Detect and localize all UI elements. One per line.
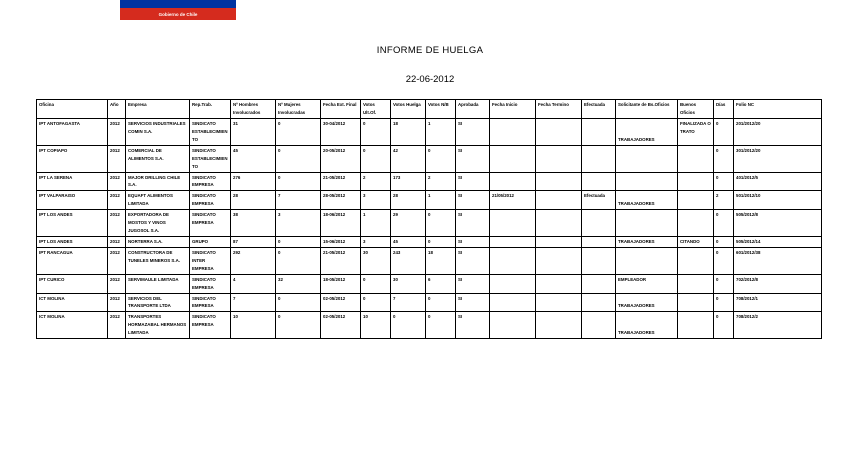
table-cell: 0	[426, 210, 456, 237]
table-cell: 2012	[108, 119, 126, 146]
table-header-row	[37, 100, 822, 119]
table-cell: 0	[276, 145, 321, 172]
table-cell: 0	[714, 247, 734, 274]
column-header: Año	[108, 100, 126, 119]
table-cell	[616, 247, 678, 274]
table-cell	[678, 191, 714, 210]
table-cell: 30	[361, 247, 391, 274]
table-cell: 31	[231, 119, 276, 146]
table-cell	[678, 274, 714, 293]
table-cell: 21-05/2012	[321, 172, 361, 191]
table-cell: 2	[361, 172, 391, 191]
table-cell: 0	[276, 247, 321, 274]
table-cell: 0	[714, 312, 734, 339]
table-cell: 45	[231, 145, 276, 172]
table-cell	[536, 274, 582, 293]
table-cell: 2012	[108, 236, 126, 247]
column-header: Fecha Termino	[536, 100, 582, 119]
table-cell	[490, 312, 536, 339]
column-header: Empresa	[126, 100, 190, 119]
table-row	[37, 119, 822, 146]
table-cell: SI	[456, 312, 490, 339]
table-row	[37, 312, 822, 339]
column-header: Aprobada	[456, 100, 490, 119]
table-cell: 0	[426, 236, 456, 247]
table-cell: 401/2012/5	[734, 172, 822, 191]
logo-blue-band	[120, 0, 236, 8]
table-cell: NORTERRA S.A.	[126, 236, 190, 247]
table-cell: 301/2012/20	[734, 145, 822, 172]
table-cell	[490, 236, 536, 247]
column-header: Oficina	[37, 100, 108, 119]
table-cell: 15-06/2012	[321, 236, 361, 247]
logo-red-band	[120, 8, 236, 20]
table-cell: IPT COPIAPO	[37, 145, 108, 172]
table-cell: SINDICATO EMPRESA	[190, 312, 231, 339]
table-cell	[536, 172, 582, 191]
table-cell: IPT LOS ANDES	[37, 236, 108, 247]
table-cell: TRABAJADORES	[616, 293, 678, 312]
table-cell: 30-04/2012	[321, 119, 361, 146]
table-cell: 3	[361, 236, 391, 247]
table-cell: 28	[231, 191, 276, 210]
table-cell	[490, 145, 536, 172]
table-cell: IPT ANTOFAGASTA	[37, 119, 108, 146]
table-cell: 87	[231, 236, 276, 247]
table-cell: SI	[456, 247, 490, 274]
table-cell: IPT RANCAGUA	[37, 247, 108, 274]
table-cell	[536, 312, 582, 339]
table-cell: 501/2012/10	[734, 191, 822, 210]
table-cell: 0	[426, 312, 456, 339]
table-cell	[536, 247, 582, 274]
table-cell: 2012	[108, 293, 126, 312]
table-cell: 21-05/2012	[321, 247, 361, 274]
table-cell: SI	[456, 145, 490, 172]
column-header: Folio NC	[734, 100, 822, 119]
column-header: Días	[714, 100, 734, 119]
table-cell: CITANDO	[678, 236, 714, 247]
table-cell	[582, 247, 616, 274]
table-cell	[490, 210, 536, 237]
table-cell: SI	[456, 293, 490, 312]
report-date: 22-06-2012	[405, 74, 455, 85]
table-cell: SI	[456, 236, 490, 247]
table-cell: IPT LA SERENA	[37, 172, 108, 191]
table-cell: 30	[391, 274, 426, 293]
table-cell: SINDICATO EMPRESA	[190, 172, 231, 191]
table-cell: 0	[361, 274, 391, 293]
table-cell: 0	[276, 119, 321, 146]
logo-text: Gobierno de Chile	[158, 11, 198, 17]
table-cell: ICT MOLINA	[37, 293, 108, 312]
table-cell: TRABAJADORES	[616, 312, 678, 339]
table-cell: GRUPO	[190, 236, 231, 247]
table-cell: 0	[714, 210, 734, 237]
table-cell: 18	[426, 247, 456, 274]
table-cell: TRABAJADORES	[616, 236, 678, 247]
table-cell: 0	[361, 293, 391, 312]
table-cell	[536, 191, 582, 210]
table-cell	[582, 274, 616, 293]
table-cell	[678, 312, 714, 339]
table-cell	[582, 210, 616, 237]
table-row	[37, 145, 822, 172]
table-cell: 2	[426, 172, 456, 191]
table-cell: Efectuada	[582, 191, 616, 210]
table-cell: 0	[361, 119, 391, 146]
table-cell: 28	[391, 191, 426, 210]
column-header: Votos Ult.Of.	[361, 100, 391, 119]
table-cell: 2012	[108, 274, 126, 293]
table-cell: IPT VALPARAISO	[37, 191, 108, 210]
table-cell: 0	[276, 312, 321, 339]
table-cell: 0	[361, 145, 391, 172]
table-row	[37, 293, 822, 312]
table-row	[37, 236, 822, 247]
table-cell: 2012	[108, 210, 126, 237]
table-cell: 0	[276, 172, 321, 191]
table-cell: 28-05/2012	[321, 191, 361, 210]
table-cell	[616, 145, 678, 172]
column-header: Votos N/B	[426, 100, 456, 119]
government-logo	[120, 0, 236, 20]
table-cell: 18	[391, 119, 426, 146]
column-header: Solicitante de Bs.Oficios	[616, 100, 678, 119]
table-cell: 708/2012/1	[734, 293, 822, 312]
table-cell: CONSTRUCTORA DE TUNELES MINEROS S.A.	[126, 247, 190, 274]
table-cell: 02-05/2012	[321, 312, 361, 339]
table-cell	[582, 312, 616, 339]
table-cell: 3	[361, 191, 391, 210]
table-cell: 243	[391, 247, 426, 274]
table-cell: 292	[231, 247, 276, 274]
table-cell: TRABAJADORES	[616, 191, 678, 210]
column-header: Votos Huelga	[391, 100, 426, 119]
table-cell: SINDICATO ESTABLECIMIENTO	[190, 119, 231, 146]
table-cell	[490, 119, 536, 146]
table-cell: FINALIZADA O TRATO	[678, 119, 714, 146]
table-cell: SINDICATO INTER EMPRESA	[190, 247, 231, 274]
table-cell: 2012	[108, 247, 126, 274]
table-cell: 18-06/2012	[321, 210, 361, 237]
table-cell: 2012	[108, 145, 126, 172]
table-cell: SINDICATO EMPRESA	[190, 274, 231, 293]
table-cell: 276	[231, 172, 276, 191]
table-cell	[536, 145, 582, 172]
table-row	[37, 210, 822, 237]
table-cell	[536, 236, 582, 247]
table-cell	[582, 145, 616, 172]
table-cell: SERVICIOS DEL TRANSPORTE LTDA	[126, 293, 190, 312]
table-row	[37, 191, 822, 210]
table-cell: SINDICATO EMPRESA	[190, 293, 231, 312]
table-cell	[490, 247, 536, 274]
table-cell: 601/2012/38	[734, 247, 822, 274]
table-cell: 0	[276, 293, 321, 312]
table-cell: SERVIMAULE LIMITADA	[126, 274, 190, 293]
table-cell	[582, 293, 616, 312]
table-cell: 45	[391, 236, 426, 247]
table-cell: 0	[426, 293, 456, 312]
table-cell: 0	[276, 236, 321, 247]
table-cell: 0	[714, 293, 734, 312]
table-cell: 708/2012/2	[734, 312, 822, 339]
table-cell	[582, 236, 616, 247]
table-cell: 0	[426, 145, 456, 172]
table-cell: 2	[714, 191, 734, 210]
table-cell: 0	[714, 236, 734, 247]
table-cell: 6	[426, 274, 456, 293]
strike-report-table	[36, 99, 822, 339]
column-header: Nº Hombres Involucrados	[231, 100, 276, 119]
table-cell: 32	[276, 274, 321, 293]
table-cell: IPT CURICO	[37, 274, 108, 293]
table-cell: 10	[231, 312, 276, 339]
report-title: INFORME DE HUELGA	[376, 45, 484, 56]
table-cell: MAJOR DRILLING CHILE S.A.	[126, 172, 190, 191]
table-cell: 2012	[108, 312, 126, 339]
table-cell	[678, 293, 714, 312]
table-cell: 201/2012/20	[734, 119, 822, 146]
table-cell: 21/05/2012	[490, 191, 536, 210]
table-cell: 4	[231, 274, 276, 293]
table-cell: EXPORTADORA DE MOSTOS Y VINOS JUGOSOL S.A.	[126, 210, 190, 237]
table-cell: SI	[456, 172, 490, 191]
table-cell: 02-05/2012	[321, 293, 361, 312]
table-cell: EMPLEADOR	[616, 274, 678, 293]
table-cell	[490, 172, 536, 191]
table-cell	[678, 210, 714, 237]
table-cell: TRABAJADORES	[616, 119, 678, 146]
table-cell	[536, 210, 582, 237]
table-cell	[678, 145, 714, 172]
table-cell: COMERCIAL DE ALIMENTOS S.A.	[126, 145, 190, 172]
table-cell	[678, 247, 714, 274]
table-cell: SINDICATO ESTABLECIMIENTO	[190, 145, 231, 172]
table-cell: 0	[714, 172, 734, 191]
table-row	[37, 172, 822, 191]
table-cell: SI	[456, 119, 490, 146]
table-cell	[536, 293, 582, 312]
table-cell: SINDICATO EMPRESA	[190, 191, 231, 210]
table-cell: 1	[361, 210, 391, 237]
table-cell: 0	[714, 145, 734, 172]
table-row	[37, 247, 822, 274]
table-cell: 20-05/2012	[321, 145, 361, 172]
column-header: Fecha Ext. Final	[321, 100, 361, 119]
table-cell: 0	[714, 119, 734, 146]
table-body	[37, 119, 822, 339]
column-header: Rep.Trab.	[190, 100, 231, 119]
table-cell	[678, 172, 714, 191]
table-cell: 505/2012/8	[734, 210, 822, 237]
table-cell: ICT MOLINA	[37, 312, 108, 339]
column-header: Efectuada	[582, 100, 616, 119]
table-cell	[490, 274, 536, 293]
table-cell: 7	[276, 191, 321, 210]
table-cell: 0	[391, 312, 426, 339]
table-cell	[536, 119, 582, 146]
table-cell: 505/2012/14	[734, 236, 822, 247]
table-cell: SINDICATO EMPRESA	[190, 210, 231, 237]
table-cell: 7	[391, 293, 426, 312]
table-cell: 0	[714, 274, 734, 293]
table-cell: SI	[456, 274, 490, 293]
table-cell	[582, 172, 616, 191]
column-header: Fecha Inicio	[490, 100, 536, 119]
table-cell: 702/2012/8	[734, 274, 822, 293]
table-cell: 42	[391, 145, 426, 172]
table-cell	[616, 210, 678, 237]
table-cell: SI	[456, 210, 490, 237]
table-cell: 38	[231, 210, 276, 237]
table-cell: 7	[231, 293, 276, 312]
table-cell: 10	[361, 312, 391, 339]
table-cell: 173	[391, 172, 426, 191]
table-cell: 1	[426, 119, 456, 146]
column-header: Nº Mujeres Involucradas	[276, 100, 321, 119]
table-cell: 3	[276, 210, 321, 237]
table-cell	[582, 119, 616, 146]
table-cell	[616, 172, 678, 191]
table-cell: SERVICIOS INDUSTRIALES COMIN S.A.	[126, 119, 190, 146]
table-cell: SI	[456, 191, 490, 210]
table-cell: 2012	[108, 172, 126, 191]
table-cell: 29	[391, 210, 426, 237]
table-cell: EQUAFT ALIMENTOS LIMITADA	[126, 191, 190, 210]
table-row	[37, 274, 822, 293]
table-cell	[490, 293, 536, 312]
table-cell: TRANSPORTES HORMAZABAL HERMANOS LIMITADA	[126, 312, 190, 339]
table-cell: 1	[426, 191, 456, 210]
table-cell: IPT LOS ANDES	[37, 210, 108, 237]
table-cell: 2012	[108, 191, 126, 210]
table-cell: 18-05/2012	[321, 274, 361, 293]
column-header: Buenos Oficios	[678, 100, 714, 119]
